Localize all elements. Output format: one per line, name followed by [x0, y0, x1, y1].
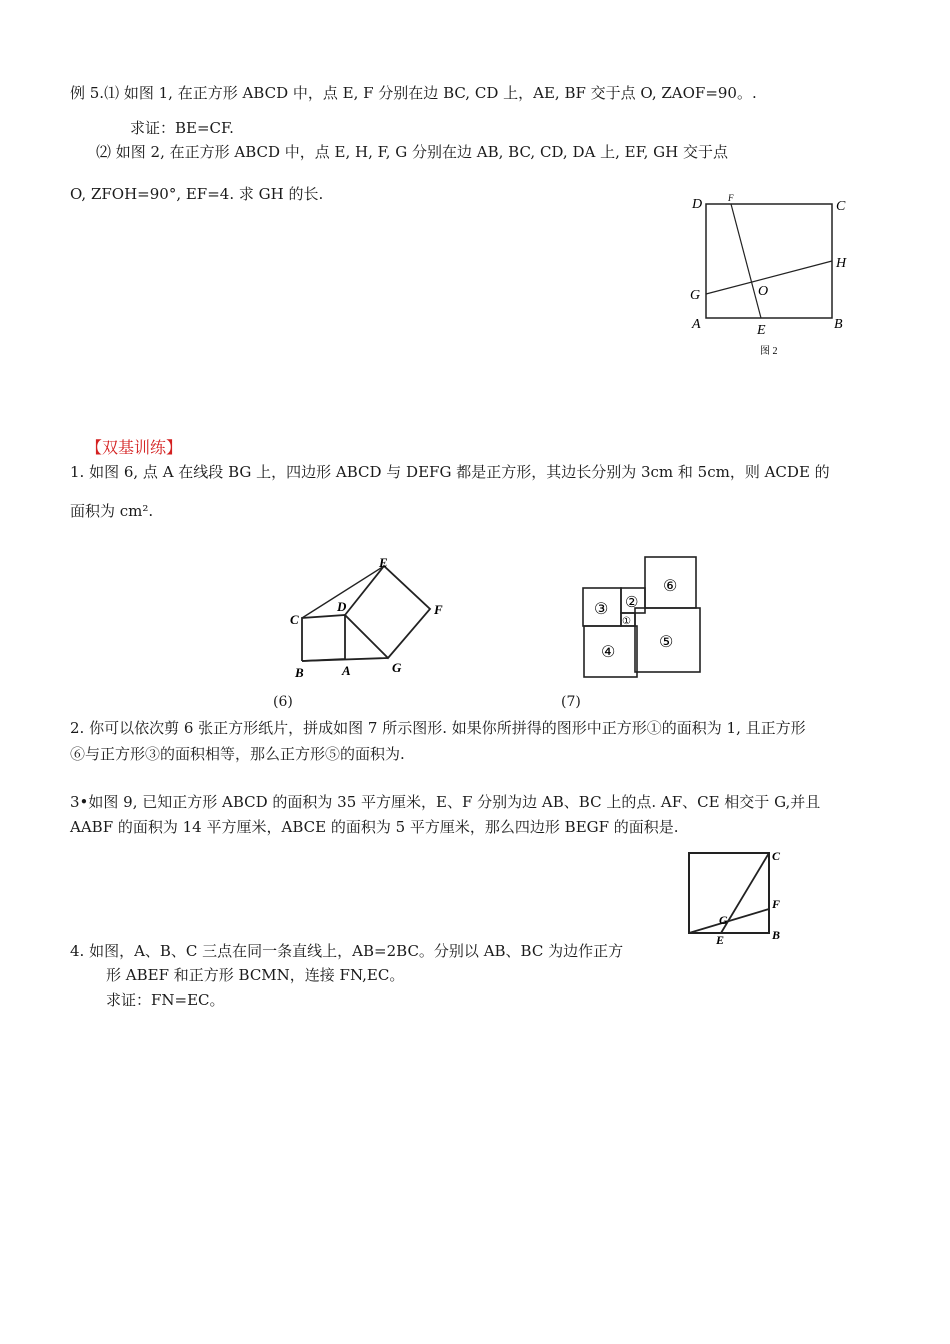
figure-7-caption: (7)	[561, 694, 581, 710]
example5-part2: ⑵ 如图 2, 在正方形 ABCD 中，点 E, H, F, G 分别在边 AB, BC, CD, DA 上, EF, GH 交于点	[96, 143, 729, 161]
square-3-label: ③	[594, 601, 609, 618]
example5-part2-cont: O, ZFOH=90°, EF=4. 求 GH 的长.	[70, 185, 324, 203]
label-O: O	[758, 284, 769, 299]
label-D: D	[692, 197, 703, 212]
label-A: A	[692, 317, 701, 332]
q4-line2: 形 ABEF 和正方形 BCMN，连接 FN,EC。	[106, 966, 405, 984]
square-5-label: ⑤	[659, 634, 674, 651]
label-B: B	[834, 317, 843, 332]
square-4-label: ④	[601, 644, 616, 661]
figure-6-caption: (6)	[273, 694, 293, 710]
fig9-label-C: C	[772, 849, 781, 863]
label-E: E	[757, 323, 766, 338]
square-6-label: ⑥	[663, 578, 678, 595]
section-title: 【双基训练】	[86, 438, 183, 457]
label-F: F	[728, 193, 734, 203]
fig6-label-D: D	[337, 599, 347, 614]
example5-part1: 例 5.⑴ 如图 1, 在正方形 ABCD 中，点 E, F 分别在边 BC, CD 上，AE, BF 交于点 O, ZAOF=90。.	[70, 84, 757, 102]
segment-af-fig9	[689, 909, 769, 933]
square-1-label: ①	[622, 616, 631, 627]
q2-line2: ⑥与正方形③的面积相等，那么正方形⑤的面积为.	[70, 745, 405, 763]
q3-line2: AABF 的面积为 14 平方厘米，ABCE 的面积为 5 平方厘米，那么四边形 BEGF 的面积是.	[70, 818, 679, 836]
fig6-label-A: A	[342, 663, 351, 678]
figure-9	[682, 845, 792, 945]
figure-2	[680, 188, 860, 363]
fig6-label-F: F	[434, 602, 443, 617]
q1-line2: 面积为 cm².	[70, 502, 154, 520]
example5-part1-proof: 求证：BE=CF.	[130, 119, 234, 137]
q1-line1: 1. 如图 6, 点 A 在线段 BG 上，四边形 ABCD 与 DEFG 都是正方形，其边长分别为 3cm 和 5cm，则 ACDE 的	[70, 463, 830, 481]
square-defg	[345, 566, 430, 658]
fig9-label-G: G	[719, 913, 728, 927]
figure-6	[286, 553, 451, 683]
segment-ef	[731, 204, 761, 318]
square-abcd-fig6	[302, 615, 345, 661]
fig6-label-E: E	[379, 555, 388, 570]
fig9-label-B: B	[772, 928, 781, 942]
figure-7	[578, 551, 708, 681]
label-G: G	[690, 288, 701, 303]
q4-line1: 4. 如图，A、B、C 三点在同一条直线上，AB=2BC。分别以 AB、BC 为边作正方	[70, 942, 624, 960]
square-abcd	[706, 204, 832, 318]
fig9-label-F: F	[772, 897, 781, 911]
fig6-label-B: B	[295, 665, 304, 680]
q3-line1: 3•如图 9, 已知正方形 ABCD 的面积为 35 平方厘米，E、F 分别为边 AB、BC 上的点. AF、CE 相交于 G,并且	[70, 793, 821, 811]
fig9-label-E: E	[716, 933, 725, 945]
label-C: C	[836, 199, 846, 214]
fig6-label-G: G	[392, 660, 402, 675]
q2-line1: 2. 你可以依次剪 6 张正方形纸片，拼成如图 7 所示图形. 如果你所拼得的图形中正方形①的面积为 1, 且正方形	[70, 719, 806, 737]
q4-line3: 求证：FN=EC。	[106, 991, 225, 1009]
figure-2-caption: 图 2	[760, 346, 778, 357]
label-H: H	[836, 256, 847, 271]
segment-gh	[706, 261, 832, 294]
square-2-label: ②	[625, 595, 639, 611]
fig6-label-C: C	[290, 612, 299, 627]
